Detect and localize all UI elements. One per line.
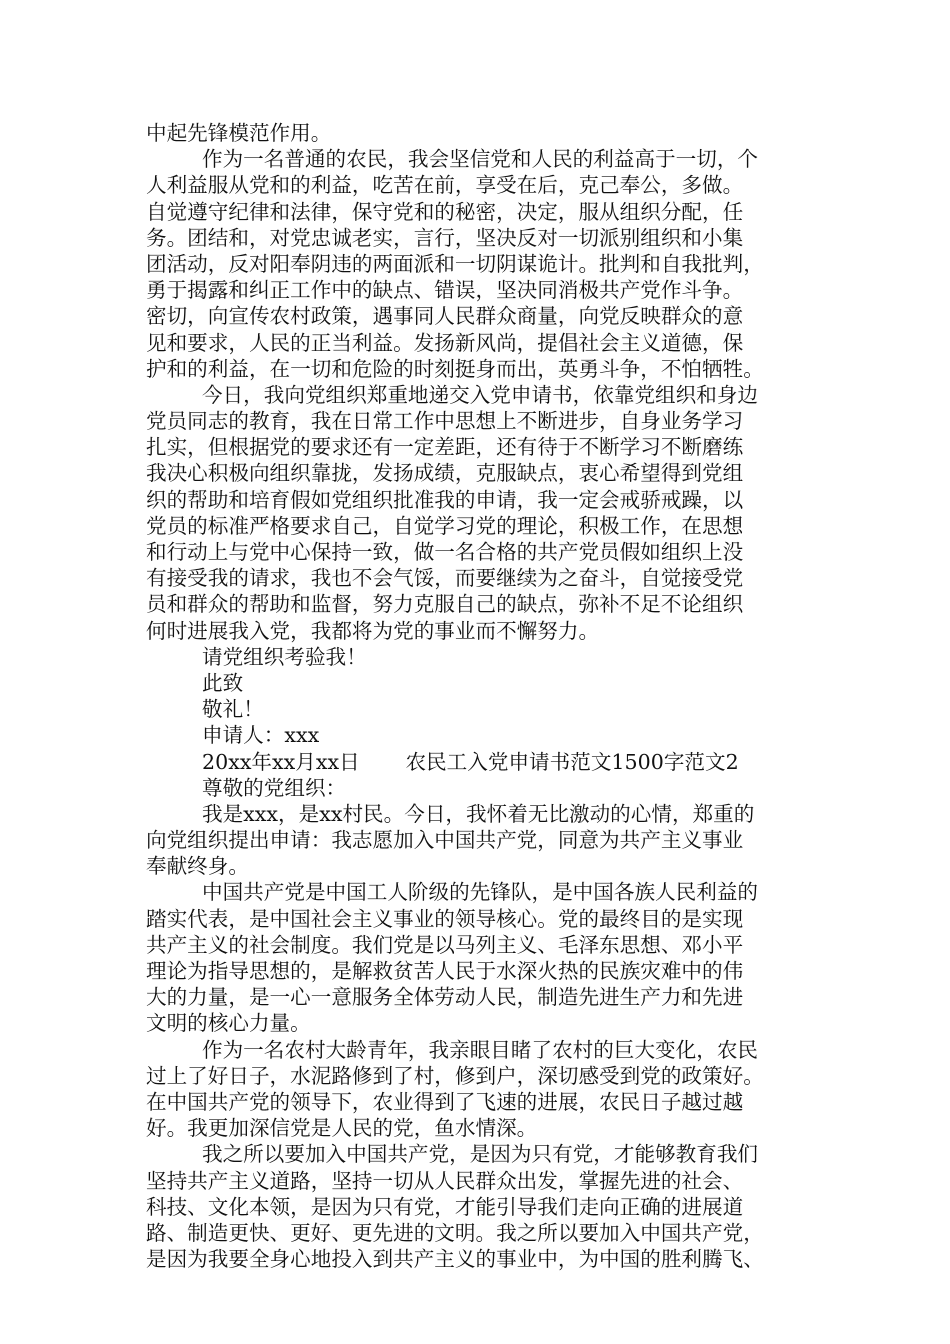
text-line: 敬礼！ xyxy=(202,697,264,722)
text-line: 理论为指导思想的，是解救贫苦人民于水深火热的民族灾难中的伟 xyxy=(146,959,744,983)
text-line: 党员同志的教育，我在日常工作中思想上不断进步，自身业务学习 xyxy=(146,409,744,434)
text-line: 请党组织考验我！ xyxy=(202,644,367,669)
text-line: 勇于揭露和纠正工作中的缺点、错误，坚决同消极共产党作斗争。 xyxy=(146,278,744,303)
text-line: 党员的标准严格要求自己，自觉学习党的理论，积极工作，在思想 xyxy=(146,513,744,538)
document-body xyxy=(146,120,826,1272)
text-line: 务。团结和，对党忠诚老实，言行，坚决反对一切派别组织和小集 xyxy=(146,225,744,250)
text-line: 何时进展我入党，我都将为党的事业而不懈努力。 xyxy=(146,618,600,643)
text-line: 中起先锋模范作用。 xyxy=(146,121,332,145)
text-line: 是因为我要全身心地投入到共产主义的事业中，为中国的胜利腾飞、 xyxy=(146,1247,764,1272)
text-line: 见和要求，人民的正当利益。发扬新风尚，提倡社会主义道德，保 xyxy=(146,330,744,355)
text-line: 自觉遵守纪律和法律，保守党和的秘密，决定，服从组织分配，任 xyxy=(146,199,744,224)
text-line: 护和的利益，在一切和危险的时刻挺身而出，英勇斗争，不怕牺牲。 xyxy=(146,356,764,381)
text-line: 共产主义的社会制度。我们党是以马列主义、毛泽东思想、邓小平 xyxy=(146,932,744,957)
text-line: 织的帮助和培育假如党组织批准我的申请，我一定会戒骄戒躁，以 xyxy=(146,487,744,512)
text-line: 过上了好日子，水泥路修到了村，修到户，深切感受到党的政策好。 xyxy=(146,1063,764,1088)
text-line: 扎实，但根据党的要求还有一定差距，还有待于不断学习不断磨练 xyxy=(146,435,744,460)
text-line: 密切，向宣传农村政策，遇事同人民群众商量，向党反映群众的意 xyxy=(146,304,744,329)
text-line: 团活动，反对阳奉阴违的两面派和一切阴谋诡计。批判和自我批判， xyxy=(146,251,764,276)
text-line: 我之所以要加入中国共产党，是因为只有党，才能够教育我们 xyxy=(202,1142,759,1167)
text-line: 中国共产党是中国工人阶级的先锋队，是中国各族人民利益的 xyxy=(202,880,759,905)
text-line: 文明的核心力量。 xyxy=(146,1011,311,1036)
text-line: 人利益服从党和的利益，吃苦在前，享受在后，克己奉公，多做。 xyxy=(146,173,744,198)
text-line: 和行动上与党中心保持一致，做一名合格的共产党员假如组织上没 xyxy=(146,540,744,564)
text-line: 向党组织提出申请：我志愿加入中国共产党，同意为共产主义事业 xyxy=(146,828,744,853)
text-line: 我决心积极向组织靠拢，发扬成绩，克服缺点，衷心希望得到党组 xyxy=(146,461,744,486)
text-line: 申请人：xxx xyxy=(202,723,320,748)
text-line: 我是xxx，是xx村民。今日，我怀着无比激动的心情，郑重的 xyxy=(202,801,755,826)
text-line: 路、制造更快、更好、更先进的文明。我之所以要加入中国共产党， xyxy=(146,1220,764,1245)
text-line: 今日，我向党组织郑重地递交入党申请书，依靠党组织和身边 xyxy=(202,382,759,407)
text-line: 大的力量，是一心一意服务全体劳动人民，制造先进生产力和先进 xyxy=(146,985,744,1010)
text-line: 好。我更加深信党是人民的党，鱼水情深。 xyxy=(146,1116,538,1141)
text-line: 尊敬的党组织： xyxy=(202,775,347,800)
text-line: 踏实代表，是中国社会主义事业的领导核心。党的最终目的是实现 xyxy=(146,906,744,931)
text-line: 科技、文化本领，是因为只有党，才能引导我们走向正确的进展道 xyxy=(146,1194,744,1219)
text-line: 奉献终身。 xyxy=(146,854,249,879)
text-line: 员和群众的帮助和监督，努力克服自己的缺点，弥补不足不论组织 xyxy=(146,592,744,617)
text-line: 坚持共产主义道路，坚持一切从人民群众出发，掌握先进的社会、 xyxy=(146,1168,744,1193)
text-line: 在中国共产党的领导下，农业得到了飞速的进展，农民日子越过越 xyxy=(146,1089,744,1114)
text-line: 作为一名普通的农民，我会坚信党和人民的利益高于一切，个 xyxy=(202,147,759,172)
text-line: 20xx年xx月xx日 农民工入党申请书范文1500字范文2 xyxy=(202,749,739,774)
text-line: 作为一名农村大龄青年，我亲眼目睹了农村的巨大变化，农民 xyxy=(202,1037,759,1062)
text-line: 有接受我的请求，我也不会气馁，而要继续为之奋斗，自觉接受党 xyxy=(146,566,744,591)
text-line: 此致 xyxy=(202,670,244,695)
